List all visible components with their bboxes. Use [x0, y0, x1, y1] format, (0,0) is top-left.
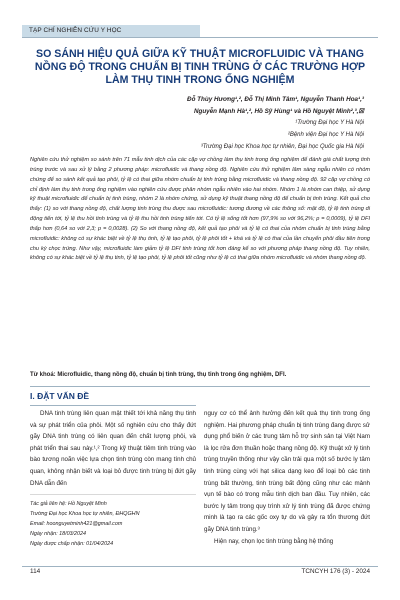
intro-right-column: [204, 408, 370, 547]
affiliation-2: ²Bệnh viện Đại học Y Hà Nội: [287, 132, 364, 138]
footnote-institution: Trường Đại học Khoa học tự nhiên, ĐHQGHN: [30, 510, 140, 517]
footnote-author: Tác giả liên hệ: Hồ Nguyệt Minh: [30, 501, 107, 507]
footnote-accepted: Ngày được chấp nhận: 01/04/2024: [30, 540, 114, 547]
footnote-email: Email: hoonguyetminh421@gmail.com: [30, 520, 123, 527]
abstract: Nghiên cứu thử nghiệm so sánh trên 71 mẫu tinh dịch của các cặp vợ chồng làm thụ tinh trong ống nghiệm để đánh giá chất lượng tinh trùng trước và sau xử lý bằng 2 phương pháp: microfluidic và thang nồng độ. Nghiên cứu thử nghiệm lâm sàng ngẫu nhiên có nhóm chứng để so sánh kết quả tạo phôi, tỷ lệ có thai giữa nhóm chuẩn bị tinh trùng bằng microfluidic và thang nồng độ. 92 cặp vợ chồng có chỉ định làm thụ tinh trong ống nghiệm vào nghiên cứu được phân nhóm ngẫu nhiên vào hai nhóm. Nhóm 1 là nhóm can thiệp, sử dụng kỹ thuật microfluidic để chuẩn bị tinh trùng, nhóm 2 là nhóm chứng, sử dụng kỹ thuật thang nồng độ để chuẩn bị tinh trùng. Kết quả cho thấy: (1) so với thang nồng độ, chất lượng tinh trùng thu được sau microfluidic: tương đương về các thông số: mật độ, tỷ lệ tinh trùng di động tiến tới, tỷ lệ thu hồi tinh trùng và tỷ lệ thu hồi tinh trùng tiến tới. Có tỷ lệ sống tốt hơn (97,9% so với 96,2%; p = 0,0009), tỷ lệ DFI thấp hơn (0,64 so với 2,3; p = 0,0028). (2) So với thang nồng độ, kết quả tạo phôi và tỷ lệ có thai của nhóm chuẩn bị tinh trùng bằng microfluidic: không có sự khác biệt về tỷ lệ thụ tinh, tỷ lệ tạo phôi, tỷ lệ phôi tốt + khá và tỷ lệ có thai của lần chuyển phôi đầu tiên trong chu kỳ chọc trứng. Như vậy, microfluidic làm giảm tỷ lệ DFI tinh trùng tốt hơn đáng kể so với phương pháp thang nồng độ. Tuy nhiên, không có sự khác biệt về tỷ lệ thụ tinh, tỷ lệ tạo phôi, tỷ lệ phôi tốt cũng như tỷ lệ có thai giữa nhóm microfluidic và nhóm thang nồng độ.: [30, 157, 370, 262]
footnote-divider: [30, 494, 196, 495]
journal-issue: TCNCYH 176 (3) - 2024: [301, 568, 370, 575]
intro-paragraph-1: DNA tinh trùng liên quan mật thiết tới khả năng thụ tinh và sự phát triển của phôi. Một số nghiên cứu cho thấy đứt gãy DNA tinh trùng có liên quan đến chất lượng phôi, và phát triển thai sau này.¹,² Trong kỹ thuật tiêm tinh trùng vào bào tương noãn việc lựa chọn tinh trùng còn mang tính chủ quan, không nhận biết và loại bỏ được tinh trùng bị đứt gãy DNA dẫn đến: [30, 410, 196, 487]
correspondence-footnote: [30, 500, 196, 550]
author-line-1: Đỗ Thùy Hương¹,², Đỗ Thị Minh Tâm¹, Nguyễn Thanh Hoa¹,³: [187, 96, 364, 103]
keywords: Từ khoá: Microfluidic, thang nồng độ, chuẩn bị tinh trùng, thụ tinh trong ống nghiệm, DFI.: [30, 372, 287, 378]
affiliation-3: ³Trường Đại học Khoa học tự nhiên, Đại học Quốc gia Hà Nội: [200, 144, 364, 150]
section-heading: I. ĐẶT VẤN ĐỀ: [30, 391, 90, 401]
footer-divider: [22, 566, 378, 567]
article-title: SO SÁNH HIỆU QUẢ GIỮA KỸ THUẬT MICROFLUIDIC VÀ THANG NỒNG ĐỘ TRONG CHUẨN BỊ TINH TRÙNG Ở CÁC TRƯỜNG HỢP LÀM THỤ TINH TRONG ỐNG NGHIỆM: [34, 48, 366, 86]
page-number: 114: [30, 568, 41, 575]
header-divider: [22, 37, 378, 38]
keywords-divider: [30, 386, 370, 387]
author-line-2: Nguyễn Mạnh Hà¹,², Hồ Sỹ Hùng¹ và Hồ Nguyệt Minh²,³,☒: [193, 108, 364, 115]
journal-header-tab: TẠP CHÍ NGHIÊN CỨU Y HỌC: [22, 25, 200, 37]
intro-paragraph-3: Hiện nay, chọn lọc tinh trùng bằng hệ thống: [214, 537, 334, 545]
affiliation-1: ¹Trường Đại học Y Hà Nội: [295, 120, 364, 126]
intro-left-column: [30, 408, 196, 489]
author-list: [24, 94, 364, 118]
intro-paragraph-2: nguy cơ có thể ảnh hưởng đến kết quả thụ tinh trong ống nghiệm. Hai phương pháp chuẩn bị tinh trùng đang được sử dụng phổ biến ở các trung tâm hỗ trợ sinh sản tại Việt Nam là lọc rửa đơn thuần hoặc thang nồng độ. Kỹ thuật xử lý tinh trùng truyền thống như vậy cần trải qua một số bước ly tâm tinh trùng cùng với hạt silica dạng keo để loại bỏ các tinh trùng bất thường, tinh trùng bất động cũng như các mảnh vụn tế bào có trong mẫu tinh dịch ban đầu. Tuy nhiên, các bước ly tâm trong quy trình xử lý tinh trùng đã được chứng minh là tạo ra các gốc oxy tự do và gây ra tổn thương đứt gãy DNA tinh trùng.³: [204, 410, 370, 533]
footnote-received: Ngày nhận: 18/03/2024: [30, 530, 87, 537]
section-divider: [30, 405, 196, 406]
